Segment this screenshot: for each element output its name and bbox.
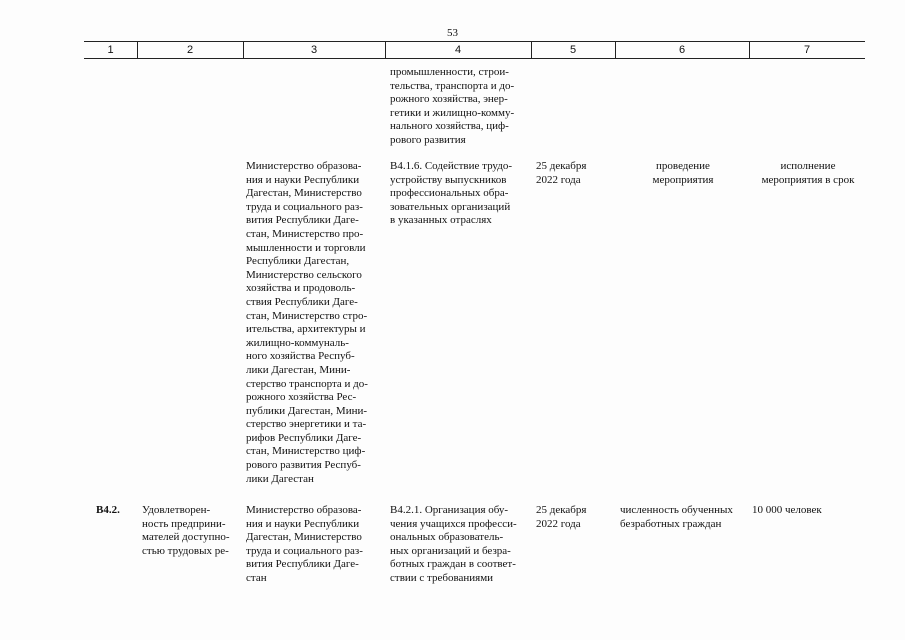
column-header: 5 [569, 44, 577, 56]
column-header: 2 [186, 44, 194, 56]
responsible-authorities: Министерство образова- ния и науки Республики Дагестан, Министерство труда и социального раз- вития Республики Даге- стан, Министерство про- мышленности и торговли Республики Дагестан, Министерство сельского хозяйства и продоволь- ствия Республики Даге- стан, Министерство стро- ительства, архитектуры и жилищно-коммуналь- ного хозяйства Респуб- лики Дагестан, Мини- стерство транспорта и до- рожного хозяйства Рес- публики Дагестан, Мини- стерство энергетики и та- рифов Республики Даге- стан, Министерство циф- рового развития Респуб- лики Дагестан [246, 160, 368, 485]
measure-description: В4.2.1. Организация обу- чения учащихся професси- ональных образователь- ных организаций и безра- ботных граждан в соответ- ствии с требованиями [390, 504, 517, 584]
column-header: 3 [310, 44, 318, 56]
target-value: 10 000 человек [752, 504, 822, 516]
column-header: 6 [678, 44, 686, 56]
measure-description: В4.1.6. Содействие трудо- устройству выпускников профессиональных обра- зовательных организаций в указанных отраслях [390, 160, 512, 227]
responsible-authorities: Министерство образова- ния и науки Республики Дагестан, Министерство труда и социального раз- вития Республики Даге- стан [246, 504, 363, 584]
indicator: проведение мероприятия [652, 160, 714, 186]
indicator: численность обученных безработных граждан [620, 504, 733, 530]
deadline: 25 декабря 2022 года [536, 160, 587, 186]
table-header-row [84, 41, 865, 59]
column-header: 7 [803, 44, 811, 56]
goal-description: Удовлетворен- ность предприни- мателей доступно- стью трудовых ре- [142, 504, 230, 557]
deadline: 25 декабря 2022 года [536, 504, 587, 530]
page-number: 53 [447, 27, 458, 39]
column-header: 1 [107, 44, 114, 56]
column-header: 4 [454, 44, 462, 56]
row-code: В4.2. [96, 504, 120, 516]
target-value: исполнение мероприятия в срок [761, 160, 855, 186]
row-continuation-col4: промышленности, строи- тельства, транспорта и до- рожного хозяйства, энер- гетики и жилищно-комму- нального хозяйства, циф- рового развития [390, 66, 515, 146]
